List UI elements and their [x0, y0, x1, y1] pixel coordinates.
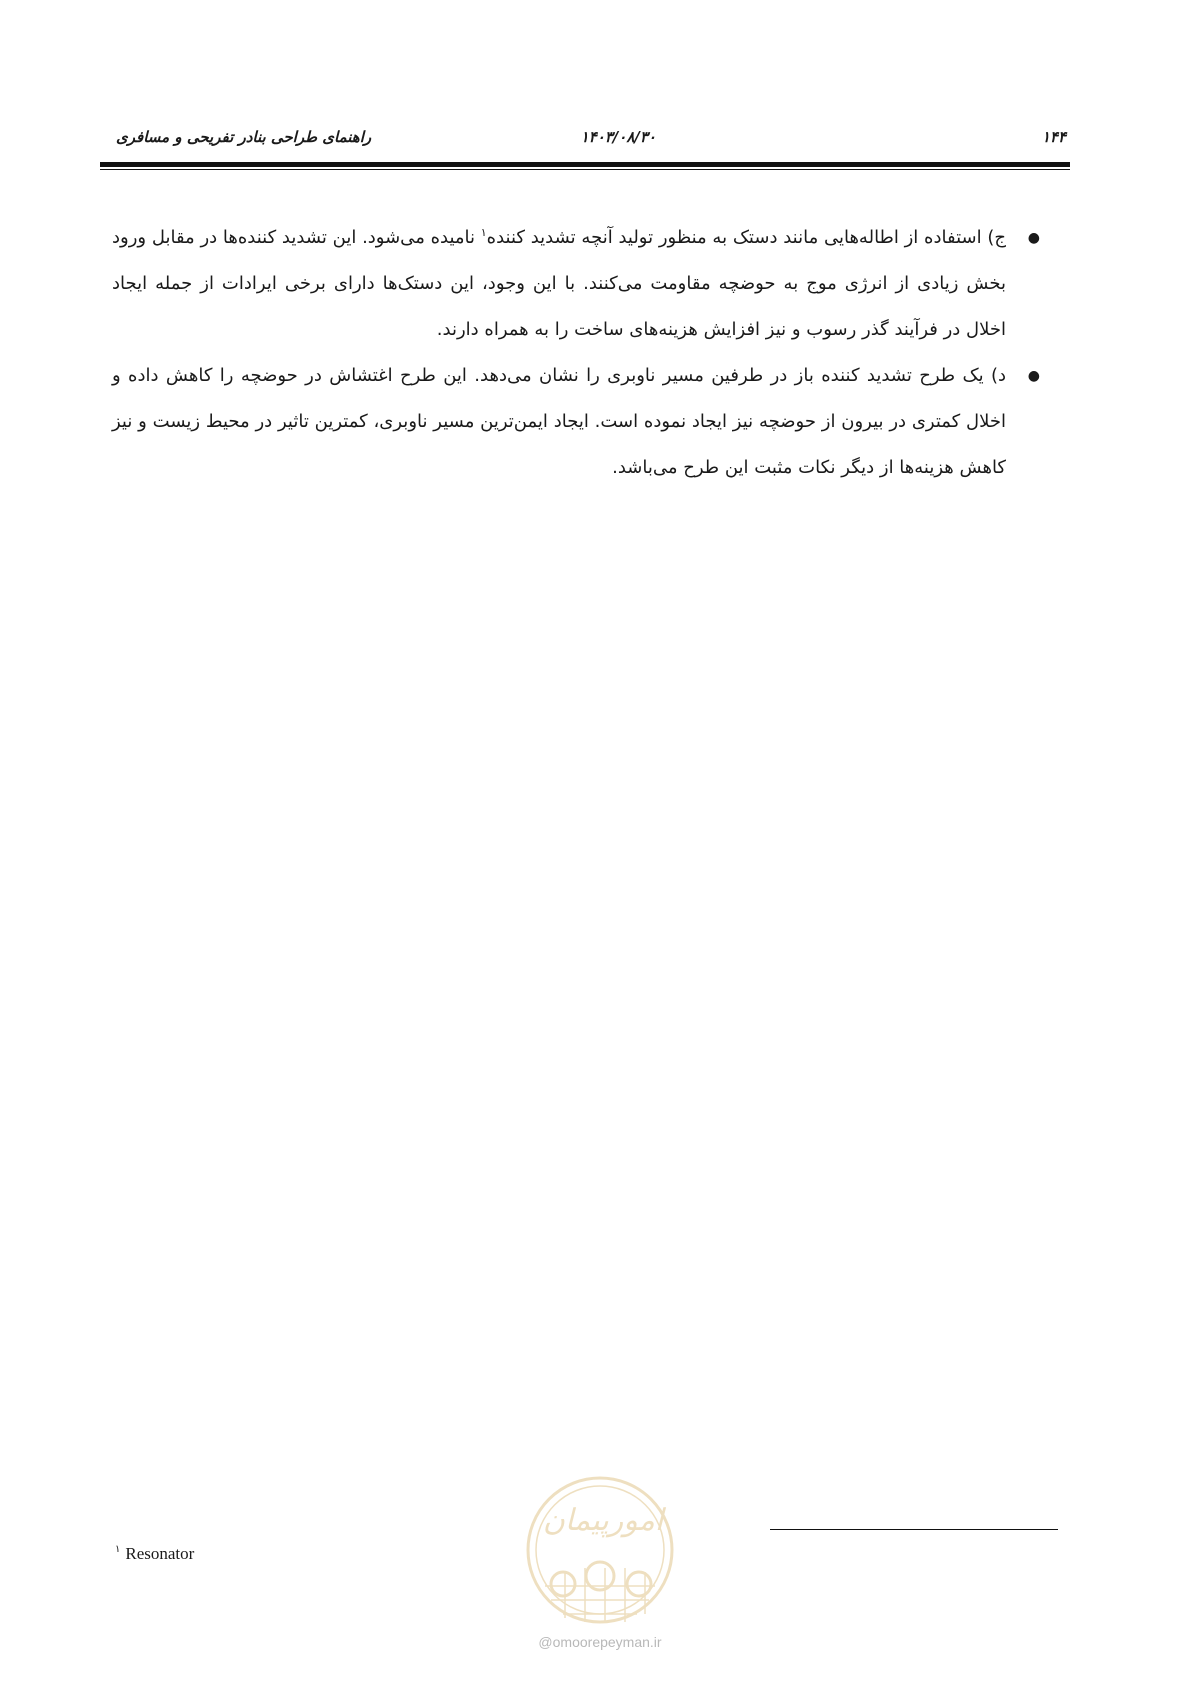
- footnote-separator: [770, 1529, 1058, 1530]
- watermark-logo-text: امورپیمان: [542, 1503, 664, 1538]
- footnote: [115, 1544, 194, 1564]
- header-date: ۱۴۰۳/۰۸/۳۰: [580, 128, 656, 146]
- list-item: [112, 353, 1040, 491]
- watermark-logo: [505, 1468, 695, 1628]
- item-text-part: ج) استفاده از اطاله‌هایی مانند دستک به منظور تولید آنچه تشدید کننده: [486, 227, 1006, 248]
- bullet-list: [112, 215, 1042, 491]
- footnote-marker: ۱: [115, 1544, 121, 1556]
- running-header: [100, 128, 1070, 160]
- bullet-icon: ●: [1027, 368, 1040, 384]
- watermark-site: @omoorepeyman.ir: [538, 1634, 662, 1650]
- item-text-part: نامیده می‌شود. این تشدید کننده‌ها در مقابل ورود بخش زیادی از انرژی موج به حوضچه مقاومت می‌کنند. با این وجود، این دستک‌ها دارای برخی ایرادات از جمله ایجاد اخلال در فرآیند گذر رسوب و نیز افزایش هزینه‌های ساخت را به همراه دارند.: [112, 227, 1006, 340]
- body-content: [112, 215, 1042, 491]
- header-rule-thick: [100, 162, 1070, 167]
- footnote-text: Resonator: [125, 1544, 195, 1563]
- list-item: [112, 215, 1040, 353]
- header-rule-thin: [100, 169, 1070, 170]
- footnote-ref[interactable]: ۱: [480, 226, 487, 239]
- header-title: راهنمای طراحی بنادر تفریحی و مسافری: [116, 128, 372, 146]
- bullet-icon: ●: [1027, 230, 1040, 246]
- page-number: ۱۴۴: [1041, 128, 1066, 146]
- item-text: د) یک طرح تشدید کننده باز در طرفین مسیر ناوبری را نشان می‌دهد. این طرح اغتشاش در حوضچه را کاهش داده و اخلال کمتری در بیرون از حوضچه نیز ایجاد نموده است. ایجاد ایمن‌ترین مسیر ناوبری، کمترین تاثیر در محیط زیست و نیز کاهش هزینه‌ها از دیگر نکات مثبت این طرح می‌باشد.: [112, 365, 1006, 478]
